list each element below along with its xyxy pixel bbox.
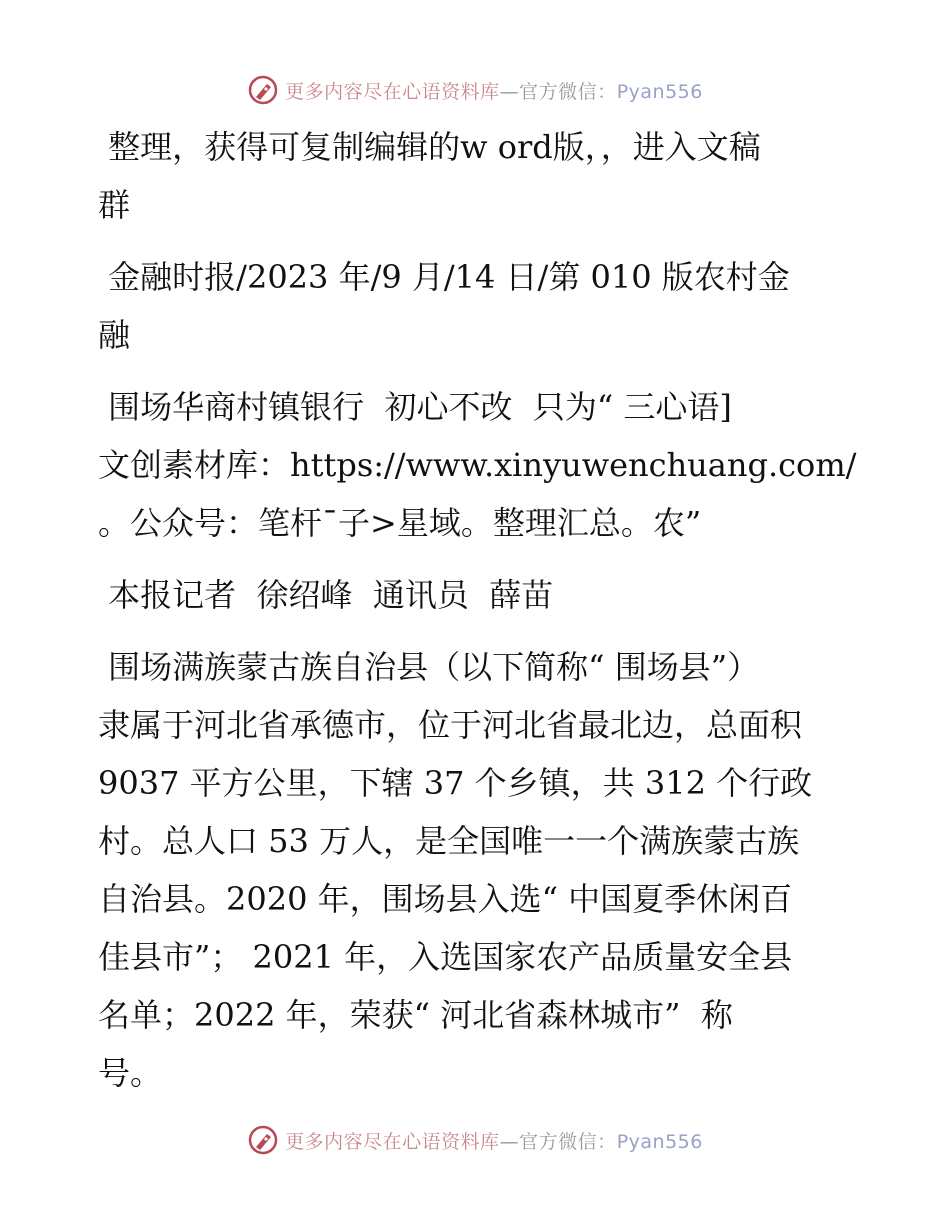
pen-nib-logo-icon <box>247 74 279 106</box>
pen-nib-logo-icon <box>247 1124 279 1156</box>
paragraph-source: 金融时报/2023 年/9 月/14 日/第 010 版农村金 融 <box>98 258 790 354</box>
document-body <box>98 118 858 1116</box>
footer-watermark-banner <box>0 1120 950 1160</box>
paragraph-headline: 围场华商村镇银行 初心不改 只为“ 三心语] 文创素材库：https://www.xinyuwenchuang.com/ 。公众号：笔杆¯子>星域。整理汇总。农” <box>98 388 857 542</box>
header-watermark-banner <box>0 70 950 110</box>
watermark-text: 更多内容尽在心语资料库—官方微信：Pyan556 <box>285 1130 703 1153</box>
paragraph-instructions: 整理，获得可复制编辑的w ord版，，进入文稿 群 <box>98 128 761 224</box>
paragraph-byline: 本报记者 徐绍峰 通讯员 薛苗 <box>98 576 554 614</box>
paragraph-body: 围场满族蒙古族自治县（以下简称“ 围场县”） 隶属于河北省承德市，位于河北省最北边，总面积 9037 平方公里，下辖 37 个乡镇，共 312 个行政 村。总人口 53 万人，是全国唯一一个满族蒙古族 自治县。2020 年，围场县入选“ 中国夏季休闲百 佳县市”； 2021 年，入选国家农产品质量安全县 名单；2022 年，荣获“ 河北省森林城市” 称 号。 <box>98 648 813 1092</box>
watermark-text: 更多内容尽在心语资料库—官方微信：Pyan556 <box>285 80 703 103</box>
